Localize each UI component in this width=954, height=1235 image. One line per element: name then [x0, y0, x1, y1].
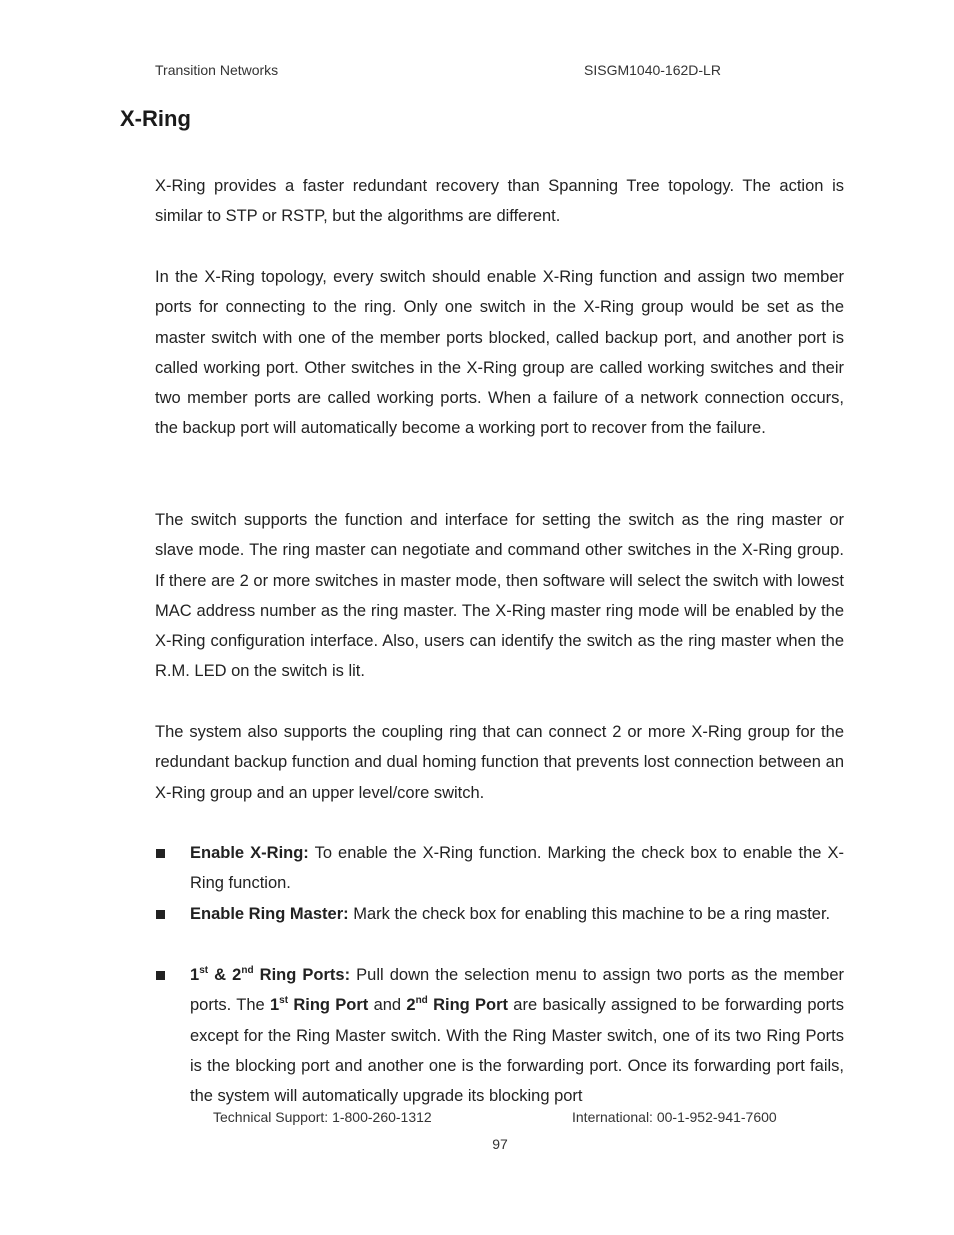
- ref-second-label: Ring Port: [427, 996, 509, 1015]
- footer-international: International: 00-1-952-941-7600: [572, 1109, 777, 1125]
- paragraph-topology: In the X-Ring topology, every switch should enable X-Ring function and assign two member ports for connecting to the ring. Only one switch in the X-Ring group would be set as the master switch with one of the member ports blocked, called backup port, and another port is called working port. Other switches in the X-Ring group are called working switches and their two member ports are called working ports. When a failure of a network connection occurs, the backup port will automatically become a working port to recover from the failure.: [155, 268, 844, 438]
- term-ring-ports: Ring Ports:: [253, 966, 351, 984]
- bullet-text: [190, 838, 844, 899]
- term-first: 1: [190, 966, 200, 984]
- paragraph-coupling: The system also supports the coupling ring that can connect 2 or more X-Ring group for the redundant backup function and dual homing function that prevents lost connection between an X-Ring group and an upper level/core switch.: [155, 723, 844, 802]
- bullet-enable-ring-master: [155, 899, 844, 929]
- ref-first-ring-port: [270, 996, 368, 1014]
- ref-first-label: Ring Port: [288, 996, 369, 1015]
- bullet-text: [190, 960, 844, 1111]
- bullet-square-icon: [156, 849, 165, 858]
- bullet-enable-x-ring: [155, 838, 844, 899]
- header-company: Transition Networks: [155, 62, 279, 78]
- ref-first-suffix: st: [279, 995, 289, 1007]
- bullet-description: To enable the X-Ring function. Marking the check box to enable the X-Ring function.: [190, 844, 844, 893]
- ref-first-number: 1: [269, 996, 280, 1015]
- bullet-description-rest: are basically assigned to be forwarding ports except for the Ring Master switch. With the Ring Master switch, one of its two Ring Ports is the blocking port and another one is the forwarding port. Once its forwarding port fails, the system will automatically upgrade its blocking port: [190, 996, 845, 1106]
- term-first-suffix: st: [199, 965, 209, 976]
- bullet-square-icon: [156, 971, 165, 980]
- bullet-description: Pull down the selection menu to assign two ports as the member ports. The: [190, 966, 845, 1015]
- bullet-term: [190, 966, 350, 984]
- page-number: 97: [492, 1136, 508, 1152]
- bullet-description: Mark the check box for enabling this machine to be a ring master.: [348, 905, 831, 923]
- bullet-term: Enable Ring Master:: [190, 905, 349, 923]
- ref-second-ring-port: [406, 996, 508, 1014]
- bullet-description-and: and: [368, 996, 407, 1015]
- bullet-text: [190, 899, 844, 929]
- term-second-suffix: nd: [241, 965, 254, 976]
- ref-second-number: 2: [406, 996, 416, 1015]
- ref-second-suffix: nd: [415, 995, 428, 1007]
- paragraph-master: The switch supports the function and interface for setting the switch as the ring master or slave mode. The ring master can negotiate and command other switches in the X-Ring group. If there are 2 or more switches in master mode, then software will select the switch with lowest MAC address number as the ring master. The X-Ring master ring mode will be enabled by the X-Ring configuration interface. Also, users can identify the switch as the ring master when the R.M. LED on the switch is lit.: [155, 511, 844, 681]
- bullet-square-icon: [156, 910, 165, 919]
- page-title: X-Ring: [120, 106, 191, 131]
- footer-support: Technical Support: 1-800-260-1312: [213, 1109, 432, 1125]
- bullet-ring-ports: [155, 960, 844, 1111]
- bullet-term: Enable X-Ring:: [190, 844, 309, 862]
- term-second: & 2: [208, 966, 242, 984]
- paragraph-intro: X-Ring provides a faster redundant recovery than Spanning Tree topology. The action is similar to STP or RSTP, but the algorithms are different.: [155, 177, 844, 226]
- header-model: SISGM1040-162D-LR: [584, 62, 721, 78]
